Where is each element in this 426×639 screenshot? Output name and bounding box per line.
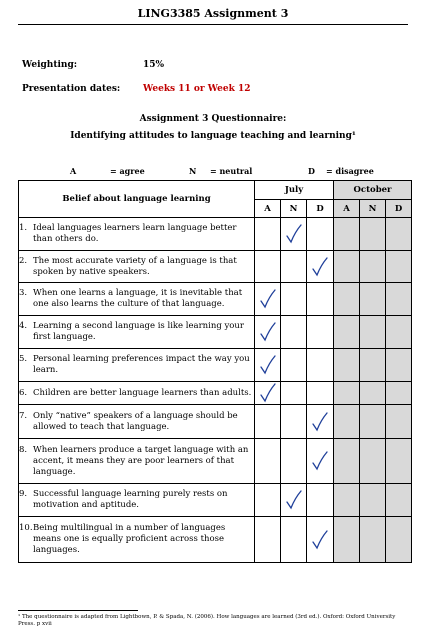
checkmark-icon [284,223,304,245]
october-a-cell[interactable] [334,517,360,563]
july-d-cell[interactable] [307,316,334,349]
footnote-divider [18,610,138,611]
table-row [19,349,412,382]
october-a-cell[interactable] [334,382,360,405]
belief-statement [19,251,255,283]
july-column-header: July [255,181,334,200]
july-n-cell[interactable] [281,251,307,283]
statement-text: Learning a second language is like learning your first language. [33,321,244,342]
table-row [19,251,412,283]
july-n-cell[interactable] [281,439,307,484]
belief-statement [19,439,255,484]
statement-text: Successful language learning purely rests on motivation and aptitude. [33,489,228,510]
october-d-cell[interactable] [386,218,412,251]
legend-d-text: = disagree [326,166,374,176]
belief-statement [19,283,255,316]
statement-number: 2. [19,255,28,266]
october-d-header: D [386,200,412,218]
table-row [19,439,412,484]
july-a-cell[interactable] [255,405,281,439]
october-a-cell[interactable] [334,218,360,251]
checkmark-icon [310,529,330,551]
october-n-cell[interactable] [360,517,386,563]
july-a-header: A [255,200,281,218]
october-a-cell[interactable] [334,349,360,382]
july-n-cell[interactable] [281,382,307,405]
statement-number: 8. [19,444,28,455]
statement-number: 3. [19,288,28,298]
october-n-cell[interactable] [360,283,386,316]
presentation-dates-value: Weeks 11 or Week 12 [143,84,251,94]
october-d-cell[interactable] [386,517,412,563]
october-n-header: N [360,200,386,218]
statement-text: Being multilingual in a number of languages means one is equally proficient across those languages. [33,523,226,555]
july-n-header: N [281,200,307,218]
title-divider [18,24,408,25]
checkmark-icon [310,256,330,278]
footnote: ¹ The questionnaire is adapted from Lightbown, P. & Spada, N. (2006). How languages are learned (3rd ed.). Oxford: Oxford University Press. p xvii [18,614,396,627]
july-a-cell[interactable] [255,251,281,283]
statement-number: 7. [19,410,28,421]
october-a-cell[interactable] [334,439,360,484]
july-n-cell[interactable] [281,484,307,517]
october-a-cell[interactable] [334,484,360,517]
statement-text: The most accurate variety of a language is that spoken by native speakers. [33,255,237,277]
july-n-cell[interactable] [281,405,307,439]
october-a-cell[interactable] [334,405,360,439]
legend-n-text: = neutral [210,166,253,176]
statement-text: Children are better language learners than adults. [33,387,252,398]
july-n-cell[interactable] [281,517,307,563]
belief-statement [19,484,255,517]
presentation-dates-label: Presentation dates: [22,84,121,94]
statement-number: 5. [19,354,28,364]
belief-statement [19,349,255,382]
october-d-cell[interactable] [386,251,412,283]
checkmark-icon [258,321,278,343]
july-a-cell[interactable] [255,439,281,484]
legend-a-key: A [70,166,77,176]
july-d-cell[interactable] [307,484,334,517]
october-d-cell[interactable] [386,382,412,405]
checkmark-icon [284,489,304,511]
legend-d-key: D [308,166,315,176]
july-d-cell[interactable] [307,218,334,251]
july-d-cell[interactable] [307,283,334,316]
checkmark-icon [258,288,278,310]
july-d-cell[interactable] [307,382,334,405]
october-n-cell[interactable] [360,405,386,439]
table-row [19,405,412,439]
belief-statement [19,382,255,405]
july-a-cell[interactable] [255,517,281,563]
july-d-cell[interactable] [307,349,334,382]
statement-number: 6. [19,387,28,398]
document-title: LING3385 Assignment 3 [137,7,289,20]
october-d-cell[interactable] [386,484,412,517]
belief-statement [19,405,255,439]
belief-statement [19,218,255,251]
october-d-cell[interactable] [386,283,412,316]
checkmark-icon [310,411,330,433]
checkmark-icon [310,450,330,472]
july-d-header: D [307,200,334,218]
belief-column-header: Belief about language learning [19,181,255,218]
october-column-header: October [334,181,412,200]
checkmark-icon [258,354,278,376]
table-row [19,484,412,517]
checkmark-icon [258,382,278,404]
july-n-cell[interactable] [281,283,307,316]
october-n-cell[interactable] [360,316,386,349]
statement-number: 9. [19,489,28,499]
october-d-cell[interactable] [386,349,412,382]
july-a-cell[interactable] [255,484,281,517]
statement-number: 10. [19,523,33,533]
statement-text: Only “native” speakers of a language should be allowed to teach that language. [33,410,238,432]
july-a-cell[interactable] [255,349,281,382]
legend-n-key: N [189,166,197,176]
weighting-value: 15% [143,60,165,70]
questionnaire-heading: Assignment 3 Questionnaire: [139,114,287,124]
october-n-cell[interactable] [360,439,386,484]
october-d-cell[interactable] [386,405,412,439]
july-d-cell[interactable] [307,251,334,283]
july-a-cell[interactable] [255,283,281,316]
questionnaire-table [18,180,412,563]
questionnaire-subheading: Identifying attitudes to language teaching and learning¹ [70,131,356,141]
statement-number: 4. [19,321,28,331]
october-n-cell[interactable] [360,218,386,251]
october-a-cell[interactable] [334,251,360,283]
july-a-cell[interactable] [255,218,281,251]
table-row [19,517,412,563]
table-row [19,382,412,405]
july-d-cell[interactable] [307,405,334,439]
october-n-cell[interactable] [360,251,386,283]
october-n-cell[interactable] [360,349,386,382]
statement-text: Personal learning preferences impact the way you learn. [33,354,250,375]
october-n-cell[interactable] [360,382,386,405]
july-a-cell[interactable] [255,382,281,405]
statement-text: When learners produce a target language with an accent, it means they are poor learners of that language. [33,444,249,477]
statement-text: Ideal languages learners learn language better than others do. [33,223,237,244]
july-a-cell[interactable] [255,316,281,349]
july-n-cell[interactable] [281,316,307,349]
october-a-cell[interactable] [334,316,360,349]
july-d-cell[interactable] [307,517,334,563]
belief-statement [19,517,255,563]
statement-text: When one learns a language, it is inevitable that one also learns the culture of that language. [33,288,243,309]
legend-a-text: = agree [110,166,145,176]
statement-number: 1. [19,223,28,233]
weighting-label: Weighting: [22,60,78,70]
table-row [19,283,412,316]
table-row [19,218,412,251]
july-d-cell[interactable] [307,439,334,484]
october-d-cell[interactable] [386,316,412,349]
belief-statement [19,316,255,349]
july-n-cell[interactable] [281,218,307,251]
october-a-header: A [334,200,360,218]
july-n-cell[interactable] [281,349,307,382]
october-a-cell[interactable] [334,283,360,316]
table-row [19,316,412,349]
october-d-cell[interactable] [386,439,412,484]
october-n-cell[interactable] [360,484,386,517]
